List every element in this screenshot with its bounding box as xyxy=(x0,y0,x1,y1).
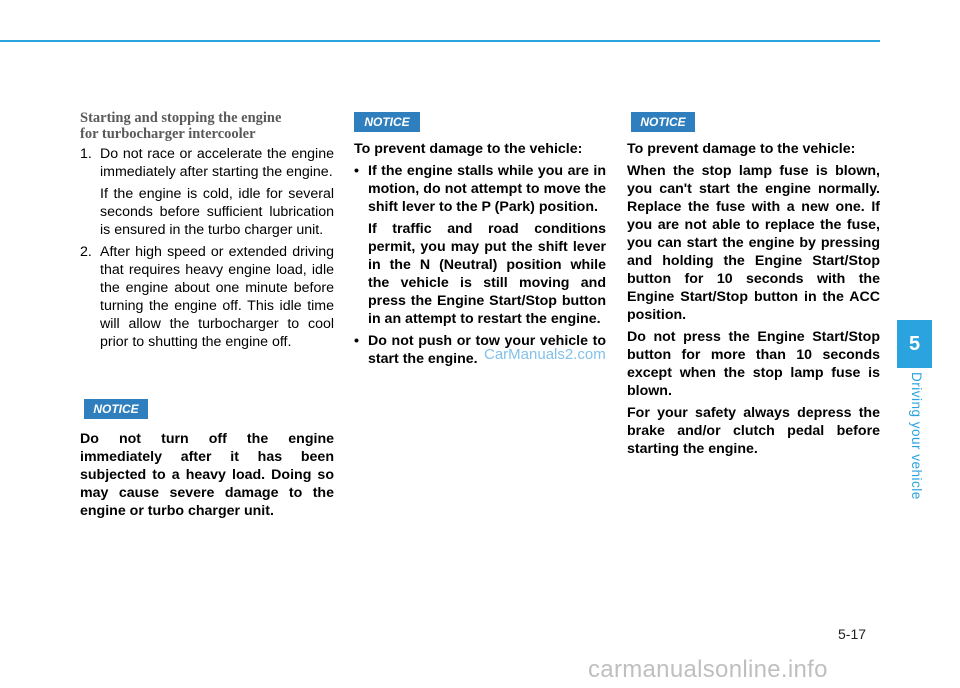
notice-badge: NOTICE xyxy=(354,112,420,132)
chapter-number-tab: 5 xyxy=(897,320,932,368)
bullet-icon: • xyxy=(354,333,359,349)
heading-line-1: Starting and stopping the engine xyxy=(80,110,282,126)
paragraph: If traffic and road conditions permit, you may put the shift lever in the N (Neutral) position while the vehicle is still moving and press the Engine Start/Stop button in an attempt to restart the engine. xyxy=(368,221,606,327)
list-item xyxy=(80,243,334,351)
page-number: 5-17 xyxy=(838,626,867,642)
paragraph: When the stop lamp fuse is blown, you can't start the engine normally. Replace the fuse with a new one. If you are not able to replace the fuse, you can start the engine by pressing and holding the Engine Start/Stop button for 10 seconds with the Engine Start/Stop button in the ACC position. xyxy=(627,163,880,323)
watermark-center: CarManuals2.com xyxy=(484,346,606,363)
paragraph: Do not press the Engine Start/Stop button for more than 10 seconds except when the stop lamp fuse is blown. xyxy=(627,329,880,399)
notice-intro: To prevent damage to the vehicle: xyxy=(627,141,856,157)
list-number: 2. xyxy=(80,244,92,260)
notice-badge: NOTICE xyxy=(631,112,695,132)
section-heading xyxy=(80,110,340,142)
notice-badge: NOTICE xyxy=(84,399,148,419)
watermark-bottom: carmanualsonline.info xyxy=(588,656,828,683)
notice-text xyxy=(354,140,606,372)
paragraph: Do not push or tow your vehicle to start the engine. xyxy=(368,333,606,367)
heading-line-2: for turbocharger intercooler xyxy=(80,126,256,142)
paragraph: If the engine is cold, idle for several seconds before sufficient lubrication is ensured in the turbo charger unit. xyxy=(100,186,334,238)
numbered-list xyxy=(80,145,334,355)
bullet-icon: • xyxy=(354,163,359,179)
paragraph: If the engine stalls while you are in motion, do not attempt to move the shift lever to the P (Park) position. xyxy=(368,163,606,215)
notice-text xyxy=(80,430,334,524)
bullet-list xyxy=(354,162,606,368)
list-item xyxy=(354,162,606,328)
header-rule xyxy=(0,40,880,42)
paragraph: For your safety always depress the brake and/or clutch pedal before starting the engine. xyxy=(627,405,880,457)
paragraph: Do not race or accelerate the engine immediately after starting the engine. xyxy=(100,146,334,180)
chapter-title: Driving your vehicle xyxy=(909,372,924,500)
notice-intro: To prevent damage to the vehicle: xyxy=(354,141,583,157)
paragraph: Do not turn off the engine immediately after it has been subjected to a heavy load. Doing so may cause severe damage to the engine or turbo charger unit. xyxy=(80,431,334,519)
paragraph: After high speed or extended driving that requires heavy engine load, idle the engine about one minute before turning the engine off. This idle time will allow the turbocharger to cool prior to shutting the engine off. xyxy=(100,244,334,350)
list-item xyxy=(80,145,334,239)
notice-text xyxy=(627,140,880,462)
list-number: 1. xyxy=(80,146,92,162)
